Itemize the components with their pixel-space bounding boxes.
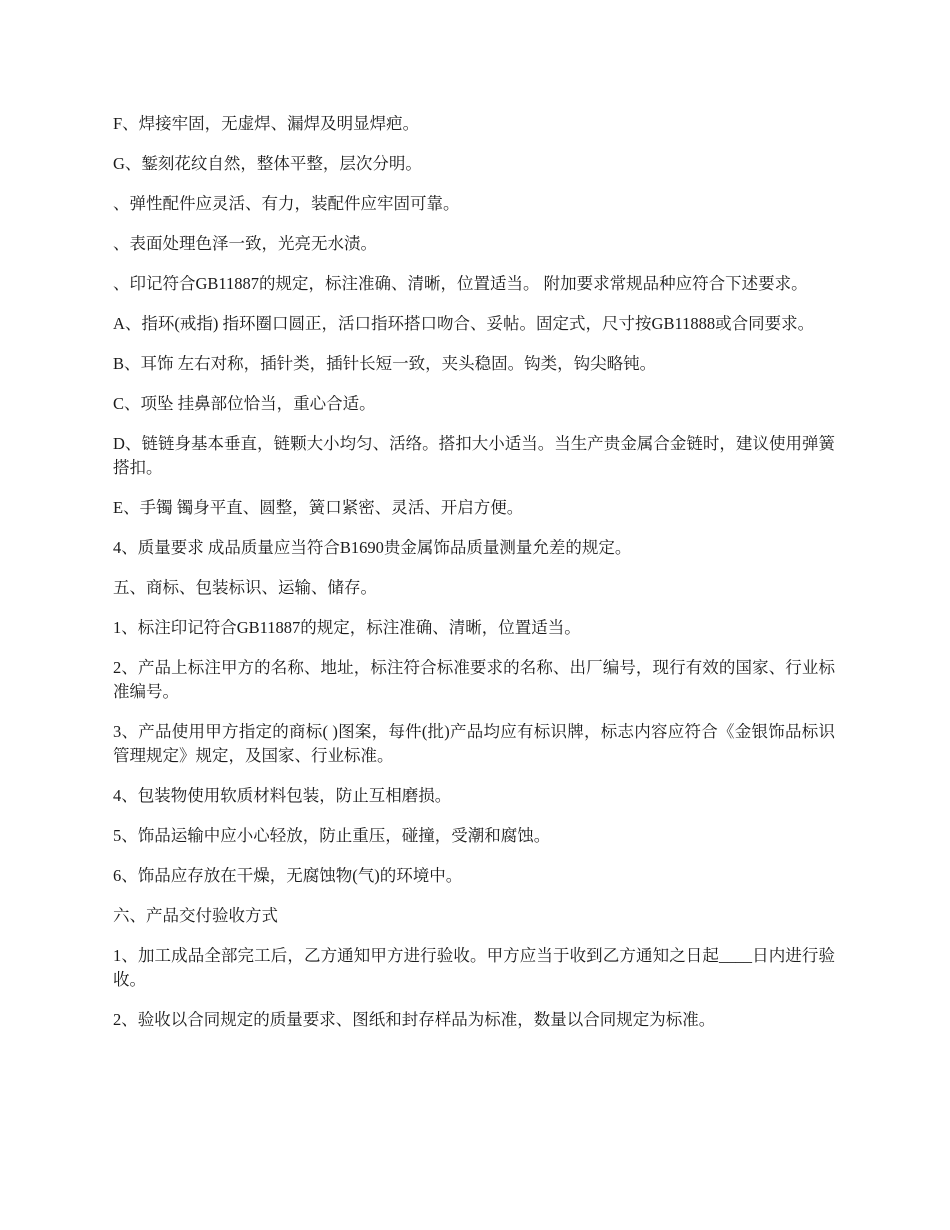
paragraph-a-ring: A、指环(戒指) 指环圈口圆正，活口指环搭口吻合、妥帖。固定式，尺寸按GB11888或合同要求。 bbox=[113, 314, 815, 333]
paragraph-packaging: 4、包装物使用软质材料包装，防止互相磨损。 bbox=[113, 786, 452, 805]
paragraph-storage: 6、饰品应存放在干燥，无腐蚀物(气)的环境中。 bbox=[113, 866, 463, 885]
paragraph-c-pendant: C、项坠 挂鼻部位恰当，重心合适。 bbox=[113, 394, 376, 413]
paragraph-surface-treatment: 、表面处理色泽一致，光亮无水渍。 bbox=[113, 234, 377, 253]
paragraph-acceptance-standard: 2、验收以合同规定的质量要求、图纸和封存样品为标准，数量以合同规定为标准。 bbox=[113, 1010, 716, 1029]
paragraph-transport: 5、饰品运输中应小心轻放，防止重压，碰撞，受潮和腐蚀。 bbox=[113, 826, 551, 845]
paragraph-elastic-parts: 、弹性配件应灵活、有力，装配件应牢固可靠。 bbox=[113, 194, 460, 213]
paragraph-marking: 1、标注印记符合GB11887的规定，标注准确、清晰，位置适当。 bbox=[113, 618, 581, 637]
paragraph-quality-requirements: 4、质量要求 成品质量应当符合B1690贵金属饰品质量测量允差的规定。 bbox=[113, 538, 632, 557]
paragraph-trademark-pattern: 3、产品使用甲方指定的商标( )图案，每件(批)产品均应有标识牌，标志内容应符合《金银饰品标识管理规定》规定，及国家、行业标准。 bbox=[113, 722, 835, 765]
section-heading-acceptance: 六、产品交付验收方式 bbox=[113, 906, 278, 925]
paragraph-b-earring: B、耳饰 左右对称，插针类，插针长短一致，夹头稳固。钩类，钩尖略钝。 bbox=[113, 354, 657, 373]
paragraph-g-engraving: G、錾刻花纹自然，整体平整，层次分明。 bbox=[113, 154, 422, 173]
paragraph-product-labeling: 2、产品上标注甲方的名称、地址，标注符合标准要求的名称、出厂编号，现行有效的国家、行业标准编号。 bbox=[113, 658, 835, 701]
document-page bbox=[113, 112, 835, 1048]
paragraph-f-welding: F、焊接牢固，无虚焊、漏焊及明显焊疤。 bbox=[113, 114, 420, 133]
paragraph-d-chain: D、链链身基本垂直，链颗大小均匀、活络。搭扣大小适当。当生产贵金属合金链时，建议使用弹簧搭扣。 bbox=[113, 434, 835, 477]
section-heading-trademark: 五、商标、包装标识、运输、储存。 bbox=[113, 578, 377, 597]
paragraph-e-bracelet: E、手镯 镯身平直、圆整，簧口紧密、灵活、开启方便。 bbox=[113, 498, 524, 517]
paragraph-hallmark: 、印记符合GB11887的规定，标注准确、清晰，位置适当。 附加要求常规品种应符合下述要求。 bbox=[113, 274, 808, 293]
paragraph-acceptance-notice: 1、加工成品全部完工后，乙方通知甲方进行验收。甲方应当于收到乙方通知之日起____日内进行验收。 bbox=[113, 946, 835, 989]
